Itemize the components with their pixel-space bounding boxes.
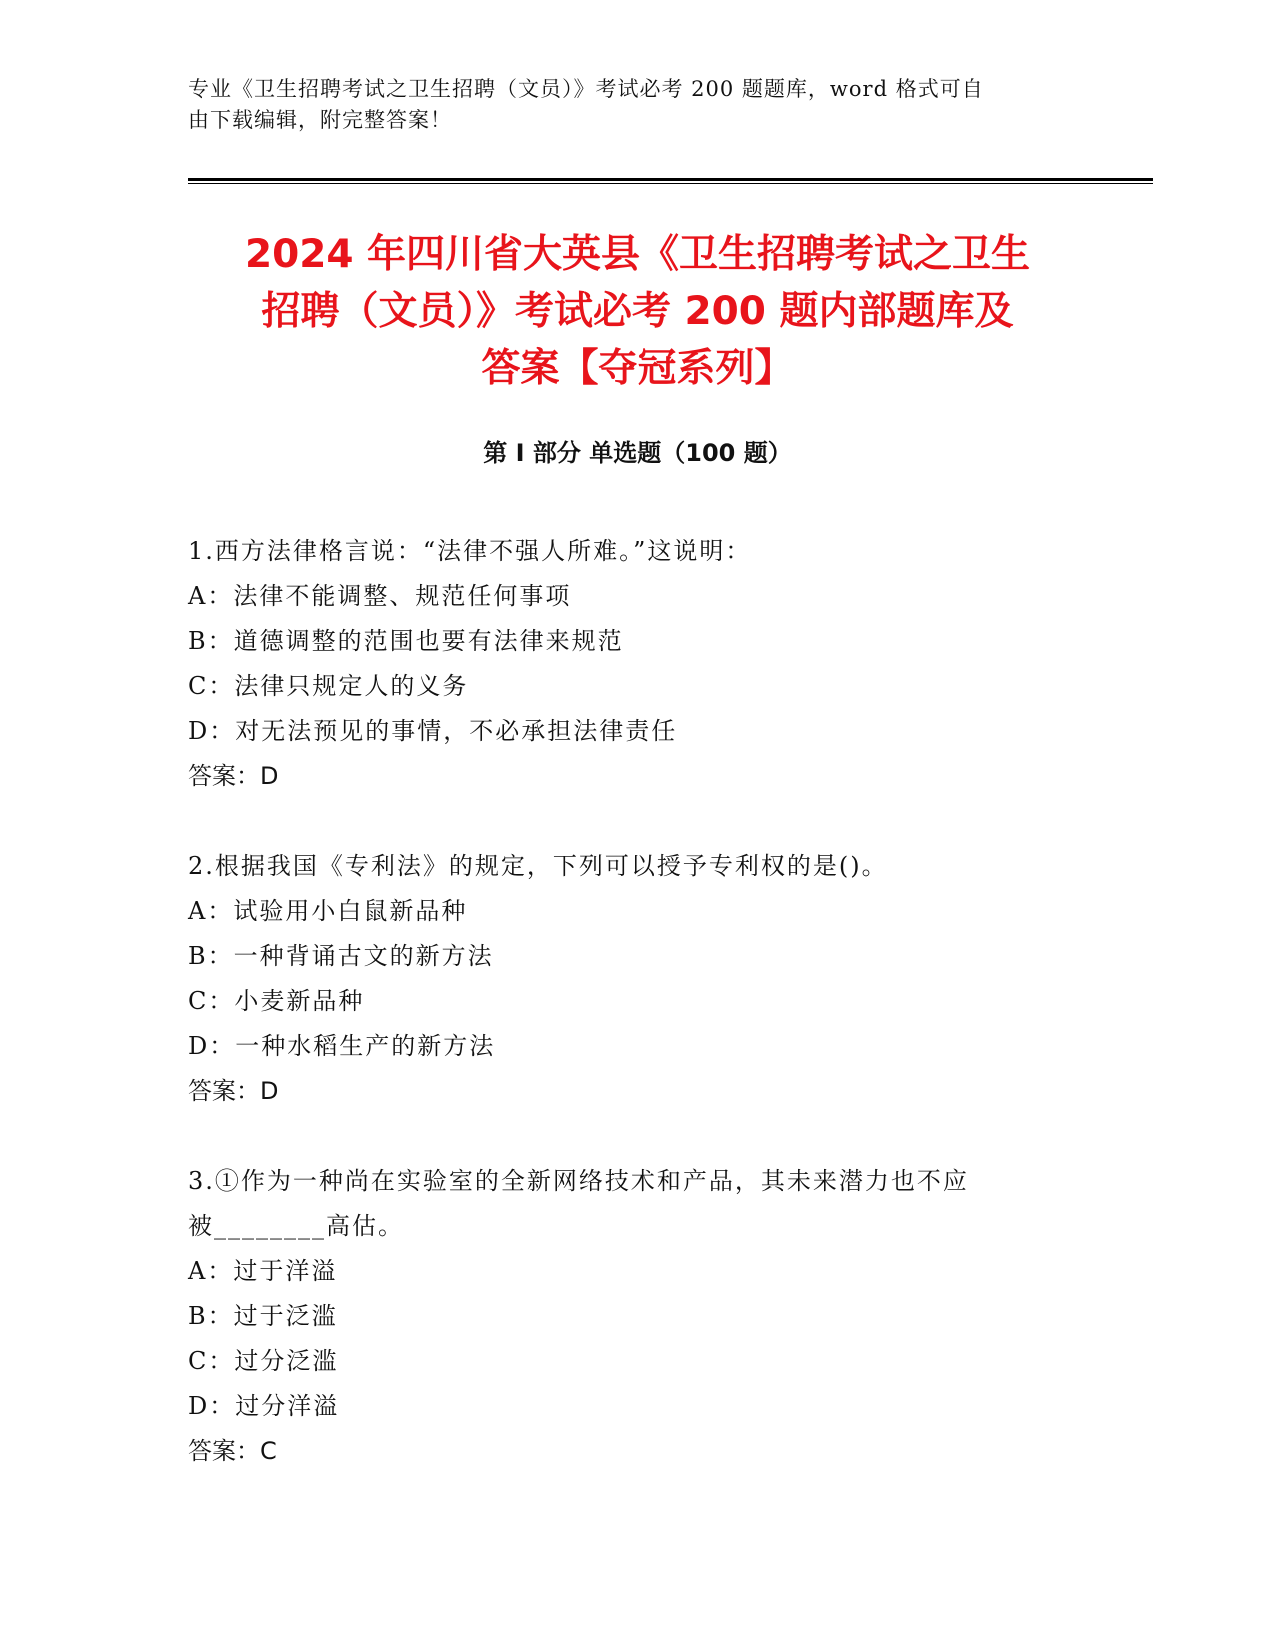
option-b: B：一种背诵古文的新方法 (188, 942, 494, 970)
option-b: B：道德调整的范围也要有法律来规范 (188, 627, 624, 655)
question-stem-line-2: 被________高估。 (188, 1212, 404, 1240)
title-line-2: 招聘（文员）》考试必考 200 题内部题库及 (261, 289, 1014, 334)
intro-line-2: 由下载编辑，附完整答案！ (188, 108, 452, 132)
option-d: D：一种水稻生产的新方法 (188, 1032, 496, 1060)
question-1 (188, 529, 1068, 799)
question-stem: 2.根据我国《专利法》的规定，下列可以授予专利权的是()。 (188, 852, 888, 880)
answer: 答案：D (188, 1077, 279, 1105)
intro-line-1: 专业《卫生招聘考试之卫生招聘（文员）》考试必考 200 题题库，word 格式可自 (188, 77, 984, 101)
option-c: C：法律只规定人的义务 (188, 672, 469, 700)
header-rule-thick (188, 178, 1153, 181)
header-rule-thin (188, 183, 1153, 184)
option-c: C：过分泛滥 (188, 1347, 339, 1375)
question-2 (188, 844, 1068, 1114)
title-line-1: 2024 年四川省大英县《卫生招聘考试之卫生 (244, 232, 1031, 277)
question-stem: 1.西方法律格言说：“法律不强人所难。”这说明： (188, 537, 752, 565)
title-line-3: 答案【夺冠系列】 (481, 346, 794, 391)
intro-text (188, 74, 1088, 136)
question-list (188, 529, 1068, 1519)
question-3 (188, 1159, 1068, 1474)
document-title (150, 226, 1125, 397)
option-a: A：试验用小白鼠新品种 (188, 897, 468, 925)
option-b: B：过于泛滥 (188, 1302, 338, 1330)
option-a: A：过于洋溢 (188, 1257, 338, 1285)
section-heading: 第 I 部分 单选题（100 题） (483, 439, 792, 467)
option-d: D：对无法预见的事情，不必承担法律责任 (188, 717, 678, 745)
option-a: A：法律不能调整、规范任何事项 (188, 582, 572, 610)
answer: 答案：C (188, 1437, 277, 1465)
question-stem-line-1: 3.①作为一种尚在实验室的全新网络技术和产品，其未来潜力也不应 (188, 1167, 969, 1195)
answer: 答案：D (188, 762, 279, 790)
option-c: C：小麦新品种 (188, 987, 365, 1015)
option-d: D：过分洋溢 (188, 1392, 340, 1420)
